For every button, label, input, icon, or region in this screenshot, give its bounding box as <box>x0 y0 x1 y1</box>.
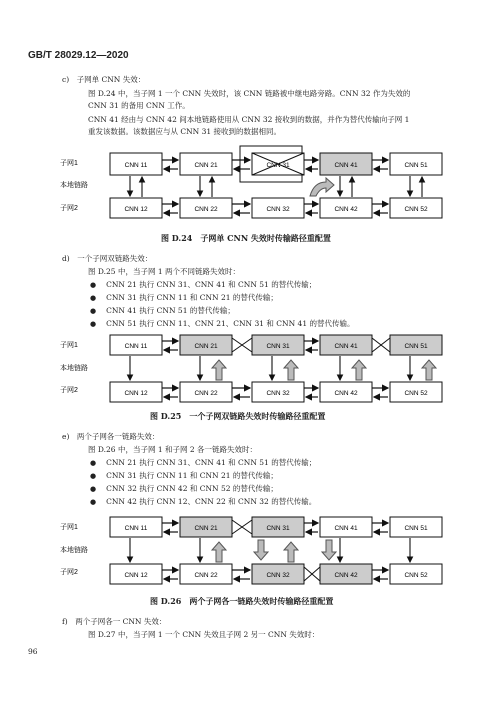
up-arrow-icon <box>422 360 436 380</box>
cnn-label: CNN 21 <box>194 343 218 350</box>
section-d-intro: 图 D.25 中，当子网 1 两个不同链路失效时： <box>88 267 240 276</box>
row-label-local: 本地链路 <box>60 182 88 189</box>
cnn-label: CNN 12 <box>124 206 148 213</box>
figure-d25-diagram <box>58 330 448 406</box>
row-label-subnet2: 子网2 <box>60 569 78 576</box>
section-f-intro: 图 D.27 中，当子网 1 一个 CNN 失效且子网 2 另一 CNN 失效时： <box>88 630 320 639</box>
cnn-label: CNN 51 <box>404 343 428 350</box>
bullet-item: ● CNN 31 执行 CNN 11 和 CNN 21 的替代传输； <box>90 471 278 481</box>
row-label-subnet2: 子网2 <box>60 387 78 394</box>
cnn-label: CNN 12 <box>124 572 148 579</box>
cnn-label: CNN 52 <box>404 572 428 579</box>
bullet-item: ● CNN 51 执行 CNN 11、CNN 21、CNN 31 和 CNN 41 的替代传输。 <box>90 319 354 329</box>
cnn-label: CNN 51 <box>404 525 428 532</box>
figure-d25-caption: 图 D.25 一个子网双链路失效时传输路径重配置 <box>150 411 326 421</box>
cnn-label: CNN 22 <box>194 572 218 579</box>
cnn-label: CNN 22 <box>194 390 218 397</box>
cnn-label: CNN 42 <box>334 572 358 579</box>
cnn-label: CNN 32 <box>266 572 290 579</box>
cnn-label: CNN 41 <box>334 343 358 350</box>
up-arrow-icon <box>212 542 226 562</box>
section-c-para: 重发该数据。该数据应与从 CNN 31 接收到的数据相同。 <box>88 127 282 136</box>
cnn-label: CNN 32 <box>266 206 290 213</box>
cnn-label: CNN 31 <box>266 525 290 532</box>
section-c-para: 图 D.24 中，当子网 1 一个 CNN 失效时，该 CNN 链路被中继电路旁路。CNN 32 作为失效的 <box>88 89 411 98</box>
bullet-item: ● CNN 42 执行 CNN 12、CNN 22 和 CNN 32 的替代传输。 <box>90 497 316 507</box>
bullet-item: ● CNN 32 执行 CNN 42 和 CNN 52 的替代传输； <box>90 484 278 494</box>
cnn-label: CNN 12 <box>124 390 148 397</box>
section-e-title: e) 两个子网各一链路失效： <box>62 432 160 441</box>
up-arrow-icon <box>212 360 226 380</box>
document-header: GB/T 28029.12—2020 <box>28 50 129 61</box>
row-label-local: 本地链路 <box>60 365 88 372</box>
cnn-label: CNN 52 <box>404 390 428 397</box>
up-arrow-icon <box>284 542 298 562</box>
cnn-label: CNN 31 <box>266 162 290 169</box>
cnn-label: CNN 11 <box>124 525 148 532</box>
down-arrow-icon <box>322 540 336 560</box>
cnn-label: CNN 22 <box>194 206 218 213</box>
page-number: 96 <box>28 647 38 656</box>
figure-d24-diagram <box>58 138 448 228</box>
reroute-arrow-icon <box>310 178 334 196</box>
cnn-label: CNN 52 <box>404 206 428 213</box>
cnn-label: CNN 41 <box>334 525 358 532</box>
section-f-title: f) 两个子网各一 CNN 失效： <box>62 617 167 626</box>
figure-d26-caption: 图 D.26 两个子网各一链路失效时传输路径重配置 <box>150 596 334 606</box>
figure-d24-caption: 图 D.24 子网单 CNN 失效时传输路径重配置 <box>161 233 331 243</box>
row-label-subnet1: 子网1 <box>60 342 78 349</box>
cnn-label: CNN 51 <box>404 162 428 169</box>
section-c-title: c) 子网单 CNN 失效： <box>62 75 146 84</box>
row-label-local: 本地链路 <box>60 547 88 554</box>
cnn-label: CNN 41 <box>334 162 358 169</box>
row-label-subnet2: 子网2 <box>60 205 78 212</box>
cnn-label: CNN 42 <box>334 206 358 213</box>
section-d-title: d) 一个子网双链路失效： <box>62 254 153 263</box>
up-arrow-icon <box>284 360 298 380</box>
section-c-para: CNN 31 的备用 CNN 工作。 <box>88 101 190 110</box>
cnn-label: CNN 32 <box>266 390 290 397</box>
up-arrow-icon <box>352 360 366 380</box>
figure-d26-diagram <box>58 512 448 588</box>
bullet-item: ● CNN 31 执行 CNN 11 和 CNN 21 的替代传输； <box>90 293 278 303</box>
cnn-label: CNN 11 <box>124 162 148 169</box>
section-e-intro: 图 D.26 中，当子网 1 和子网 2 各一链路失效时： <box>88 445 258 454</box>
cnn-label: CNN 21 <box>194 162 218 169</box>
bullet-item: ● CNN 41 执行 CNN 51 的替代传输； <box>90 306 235 316</box>
section-c-para: CNN 41 经由与 CNN 42 间本地链路使用从 CNN 32 接收到的数据，并作为替代传输向子网 1 <box>88 115 410 124</box>
cnn-label: CNN 42 <box>334 390 358 397</box>
down-arrow-icon <box>254 540 268 560</box>
cnn-label: CNN 11 <box>124 343 148 350</box>
row-label-subnet1: 子网1 <box>60 524 78 531</box>
cnn-label: CNN 21 <box>194 525 218 532</box>
cnn-label: CNN 31 <box>266 343 290 350</box>
bullet-item: ● CNN 21 执行 CNN 31、CNN 41 和 CNN 51 的替代传输； <box>90 280 316 290</box>
row-label-subnet1: 子网1 <box>60 160 78 167</box>
bullet-item: ● CNN 21 执行 CNN 31、CNN 41 和 CNN 51 的替代传输； <box>90 458 316 468</box>
